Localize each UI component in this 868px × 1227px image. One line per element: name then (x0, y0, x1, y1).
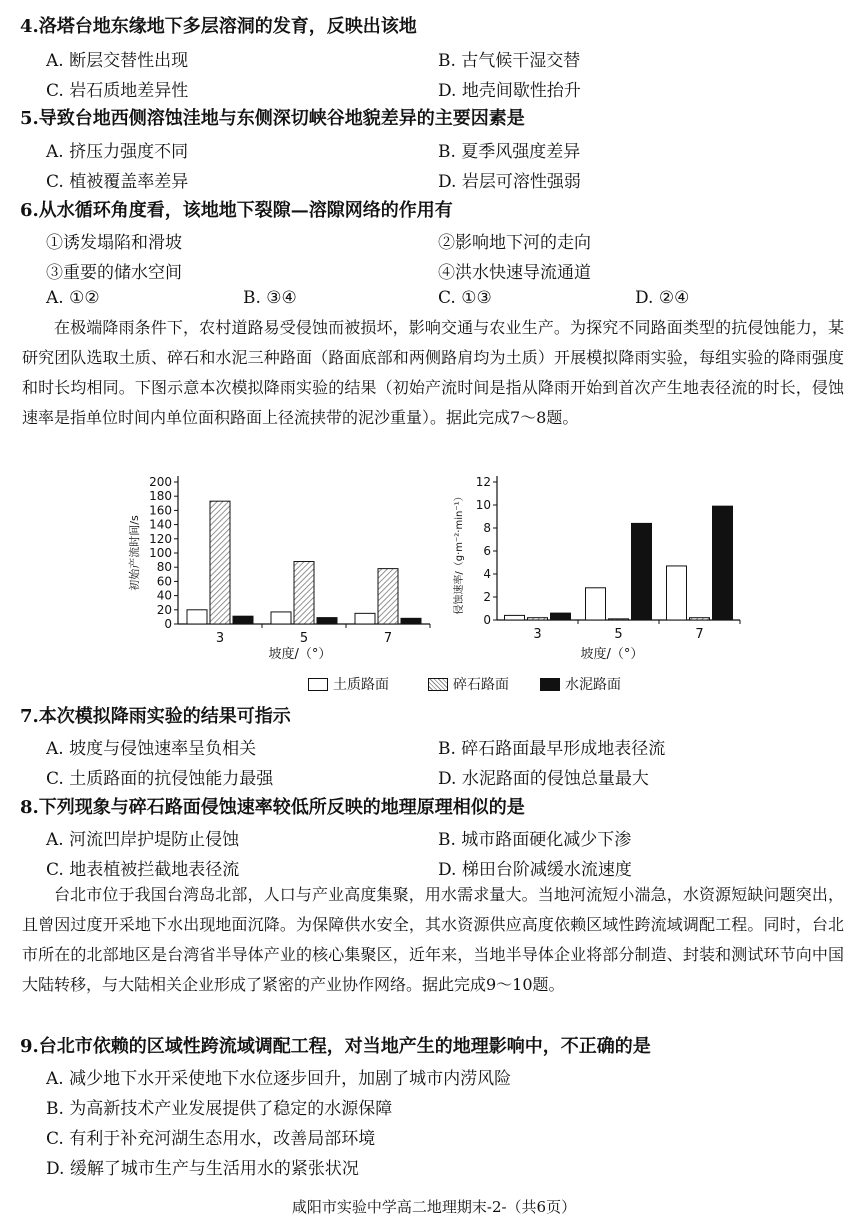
q8-option-b[interactable]: B. 城市路面硬化减少下渗 (438, 830, 632, 850)
q6-option-b[interactable]: B. ③④ (243, 288, 297, 308)
chart1-xtick-label: 3 (215, 631, 225, 646)
chart2-ytick-label: 4 (483, 567, 491, 581)
chart2-bar-soil-3 (505, 615, 525, 620)
chart2-bar-cement-3 (551, 613, 571, 620)
legend-gravel (428, 674, 509, 694)
q5-option-d[interactable]: D. 岩层可溶性强弱 (438, 172, 581, 192)
chart1-xtick-label: 7 (383, 631, 393, 646)
q4-option-b[interactable]: B. 古气候干湿交替 (438, 51, 581, 71)
legend-cement-label: 水泥路面 (565, 677, 621, 693)
chart1-ytick-label: 160 (149, 503, 172, 518)
runoff-time-chart (120, 468, 450, 668)
chart2-xtick-label: 7 (695, 627, 704, 642)
question-7-stem: 7.本次模拟降雨实验的结果可指示 (20, 706, 291, 727)
erosion-rate-chart (440, 468, 770, 668)
q7-option-d[interactable]: D. 水泥路面的侵蚀总量最大 (438, 769, 649, 789)
chart1-ytick-label: 80 (156, 560, 172, 575)
chart1-ytick-label: 200 (149, 475, 172, 489)
chart1-ytick-label: 20 (156, 602, 172, 617)
chart1-ytick-label: 40 (156, 588, 172, 603)
q4-option-a[interactable]: A. 断层交替性出现 (46, 51, 189, 71)
chart2-ylabel: 侵蚀速率/（g·m⁻²·min⁻¹） (454, 491, 465, 615)
chart2-bar-soil-5 (586, 588, 606, 620)
question-8-stem: 8.下列现象与碎石路面侵蚀速率较低所反映的地理原理相似的是 (20, 797, 525, 818)
q6-option-a[interactable]: A. ①② (46, 288, 100, 308)
chart1-xlabel: 坡度/（°） (268, 647, 332, 662)
chart2-xlabel: 坡度/（°） (580, 647, 644, 662)
legend-gravel-swatch (428, 678, 448, 691)
q8-option-d[interactable]: D. 梯田台阶减缓水流速度 (438, 860, 632, 880)
q7-option-c[interactable]: C. 土质路面的抗侵蚀能力最强 (46, 769, 274, 789)
chart1-ytick-label: 100 (149, 546, 172, 560)
legend-gravel-label: 碎石路面 (453, 677, 509, 693)
legend-soil-label: 土质路面 (333, 677, 389, 693)
q7-option-a[interactable]: A. 坡度与侵蚀速率呈负相关 (46, 739, 257, 759)
chart2-ytick-label: 10 (475, 498, 491, 512)
chart2-bar-gravel-3 (528, 618, 548, 620)
chart2-ytick-label: 6 (483, 544, 491, 558)
q8-option-a[interactable]: A. 河流凹岸护堤防止侵蚀 (46, 830, 240, 850)
legend-soil-swatch (308, 678, 328, 691)
chart2-ytick-label: 8 (483, 521, 491, 535)
chart2-xtick-label: 3 (533, 627, 542, 642)
chart1-xtick-label: 5 (299, 631, 309, 646)
q6-option-c[interactable]: C. ①③ (438, 288, 492, 308)
chart1-bar-soil-5 (271, 612, 291, 624)
chart1-bar-soil-7 (355, 613, 375, 624)
q6-statement-2: ②影响地下河的走向 (438, 233, 591, 253)
q6-statement-1: ①诱发塌陷和滑坡 (46, 233, 182, 253)
chart2-bar-gravel-5 (609, 619, 629, 620)
chart1-bar-gravel-5 (294, 562, 314, 624)
q4-option-c[interactable]: C. 岩石质地差异性 (46, 81, 189, 101)
chart1-bar-cement-3 (233, 616, 253, 624)
question-6-stem: 6.从水循环角度看，该地地下裂隙—溶隙网络的作用有 (20, 200, 453, 221)
q9-option-a[interactable]: A. 减少地下水开采使地下水位逐步回升，加剧了城市内涝风险 (46, 1069, 512, 1089)
chart2-bar-gravel-7 (690, 618, 710, 620)
q4-option-d[interactable]: D. 地壳间歇性抬升 (438, 81, 581, 101)
q8-option-c[interactable]: C. 地表植被拦截地表径流 (46, 860, 240, 880)
legend-soil (308, 674, 389, 694)
q9-option-d[interactable]: D. 缓解了城市生产与生活用水的紧张状况 (46, 1159, 359, 1179)
chart1-ytick-label: 180 (149, 489, 172, 504)
q5-option-a[interactable]: A. 挤压力强度不同 (46, 142, 189, 162)
q5-option-c[interactable]: C. 植被覆盖率差异 (46, 172, 189, 192)
legend-cement (540, 674, 621, 694)
chart2-ytick-label: 0 (483, 613, 491, 627)
chart1-ytick-label: 140 (149, 517, 172, 532)
chart1-bar-cement-7 (401, 618, 421, 624)
legend-cement-swatch (540, 678, 560, 691)
chart2-bar-cement-7 (713, 506, 733, 620)
q9-option-b[interactable]: B. 为高新技术产业发展提供了稳定的水源保障 (46, 1099, 393, 1119)
q6-statement-4: ④洪水快速导流通道 (438, 263, 591, 283)
chart1-bar-cement-5 (317, 618, 337, 624)
chart1-ylabel: 初始产流时间/s (128, 515, 141, 591)
q7-option-b[interactable]: B. 碎石路面最早形成地表径流 (438, 739, 666, 759)
page-footer: 咸阳市实验中学高二地理期末-2-（共6页） (291, 1198, 577, 1216)
passage-road-erosion (22, 313, 844, 433)
chart2-ytick-label: 2 (483, 590, 491, 604)
q9-option-c[interactable]: C. 有利于补充河湖生态用水，改善局部环境 (46, 1129, 376, 1149)
q6-statement-3: ③重要的储水空间 (46, 263, 182, 283)
passage-road-erosion-text: 在极端降雨条件下，农村道路易受侵蚀而被损坏，影响交通与农业生产。为探究不同路面类型的抗侵蚀能力，某研究团队选取土质、碎石和水泥三种路面（路面底部和两侧路肩均为土质）开展模拟降雨实验，每组实验的降雨强度和时长均相同。下图示意本次模拟降雨实验的结果（初始产流时间是指从降雨开始到首次产生地表径流的时长，侵蚀速率是指单位时间内单位面积路面上径流挟带的泥沙重量）。据此完成7～8题。 (22, 318, 844, 427)
chart1-ytick-label: 0 (164, 617, 172, 631)
chart1-ytick-label: 120 (149, 531, 172, 546)
passage-taipei-text: 台北市位于我国台湾岛北部，人口与产业高度集聚，用水需求量大。当地河流短小湍急，水资源短缺问题突出，且曾因过度开采地下水出现地面沉降。为保障供水安全，其水资源供应高度依赖区域性跨流域调配工程。同时，台北市所在的北部地区是台湾省半导体产业的核心集聚区，近年来，当地半导体企业将部分制造、封装和测试环节向中国大陆转移，与大陆相关企业形成了紧密的产业协作网络。据此完成9～10题。 (22, 885, 844, 994)
q5-option-b[interactable]: B. 夏季风强度差异 (438, 142, 581, 162)
chart1-bar-soil-3 (187, 610, 207, 624)
chart1-bar-gravel-7 (378, 569, 398, 624)
passage-taipei (22, 880, 844, 1000)
question-5-stem: 5.导致台地西侧溶蚀洼地与东侧深切峡谷地貌差异的主要因素是 (20, 108, 525, 129)
chart2-ytick-label: 12 (475, 475, 491, 489)
question-9-stem: 9.台北市依赖的区域性跨流域调配工程，对当地产生的地理影响中，不正确的是 (20, 1036, 651, 1057)
question-4-stem: 4.洛塔台地东缘地下多层溶洞的发育，反映出该地 (20, 16, 417, 37)
chart2-xtick-label: 5 (614, 627, 623, 642)
chart1-ytick-label: 60 (156, 574, 172, 589)
chart2-bar-cement-5 (632, 523, 652, 620)
chart1-bar-gravel-3 (210, 501, 230, 624)
q6-option-d[interactable]: D. ②④ (635, 288, 690, 308)
chart2-bar-soil-7 (667, 566, 687, 620)
